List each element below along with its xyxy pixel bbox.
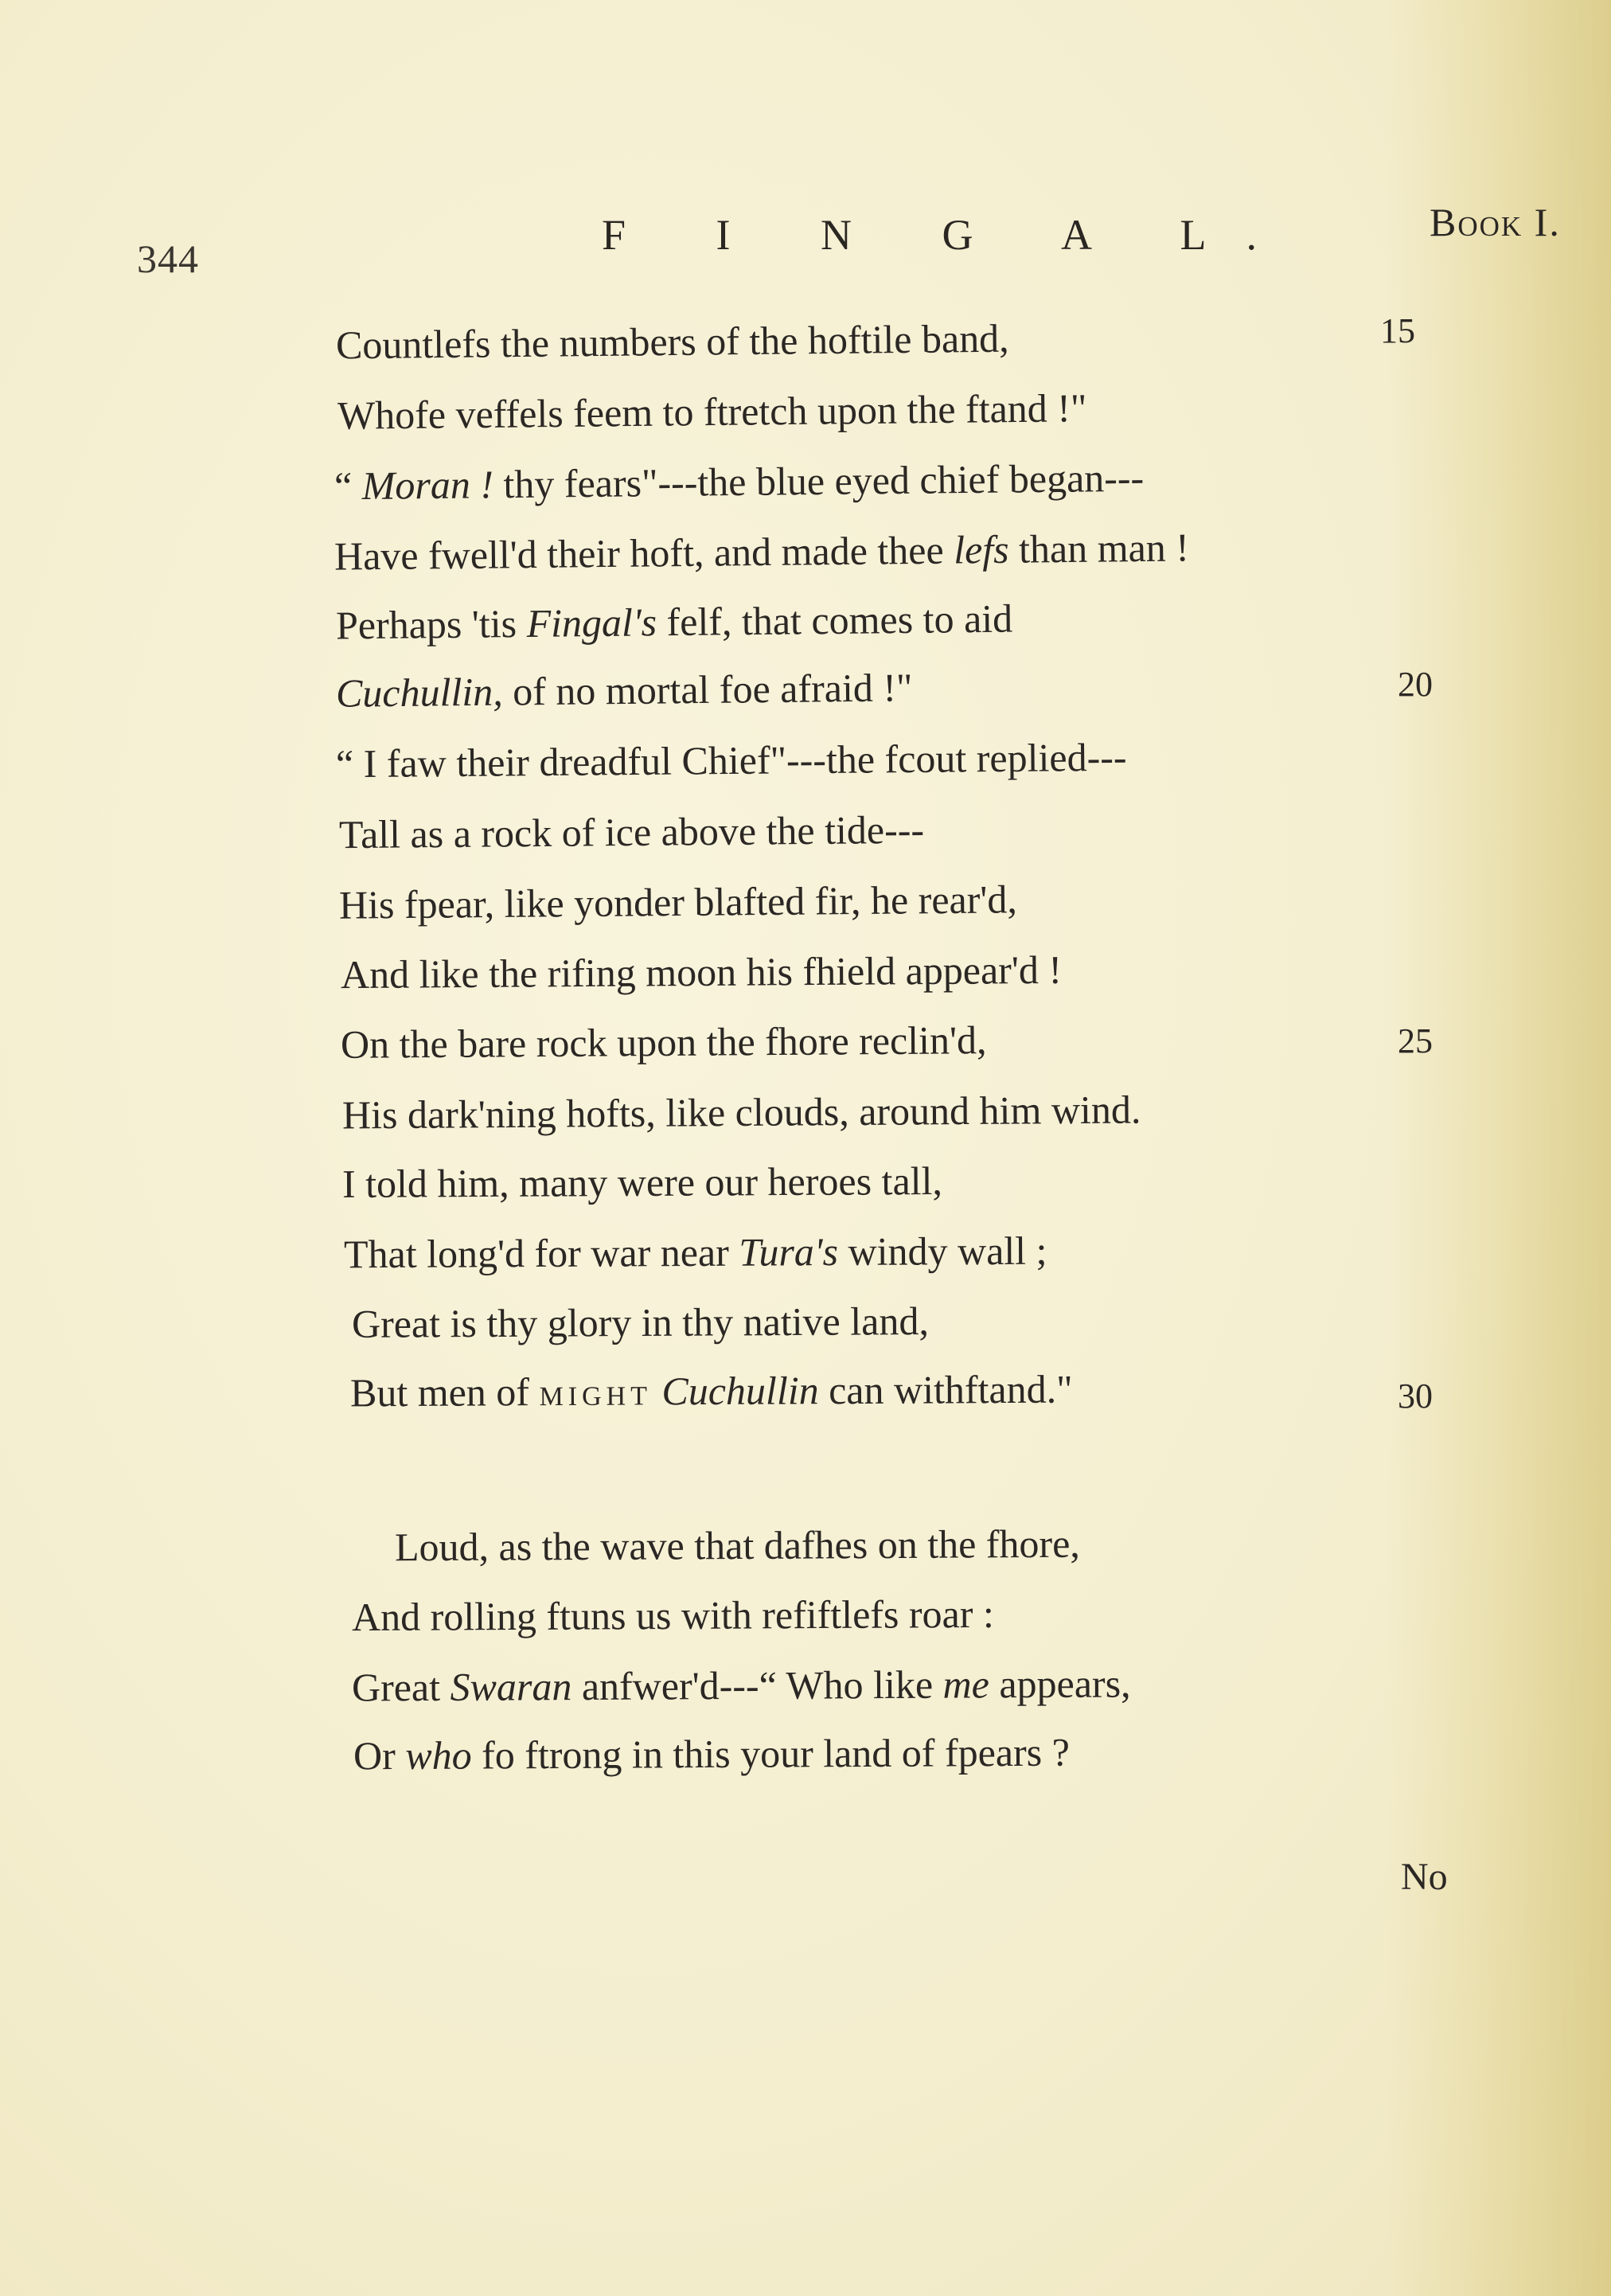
text-segment [652, 1369, 662, 1413]
text-segment: “ I faw their dreadful Chief"---the fcout replied--- [335, 734, 1127, 787]
italic-segment: Fingal's [526, 599, 657, 646]
line-number: 25 [1398, 1021, 1433, 1060]
text-segment: Or [353, 1733, 406, 1779]
text-segment: Loud, as the wave that dafhes on the fhore, [394, 1521, 1080, 1570]
italic-segment: me [942, 1661, 990, 1707]
verse-line [335, 315, 1009, 368]
line-number: 20 [1398, 665, 1433, 704]
text-segment: felf, that comes to aid [656, 595, 1013, 645]
text-segment: anfwer'd---“ Who like [571, 1661, 943, 1709]
italic-segment: Cuchullin, [335, 669, 504, 716]
line-number: 15 [1380, 311, 1415, 350]
italic-segment: lefs [953, 526, 1009, 572]
text-segment: I told him, many were our heroes tall, [341, 1158, 943, 1206]
text-segment: windy wall ; [837, 1228, 1047, 1275]
text-segment: Great is thy glory in thy native land, [351, 1298, 930, 1346]
verse-line [351, 1298, 930, 1346]
verse-line [341, 1087, 1141, 1138]
verse-line [335, 665, 913, 716]
text-segment: Countlefs the numbers of the hoftile band, [335, 315, 1009, 368]
verse-line [340, 947, 1063, 998]
verse-line [349, 1366, 1073, 1415]
text-segment: “ [334, 463, 363, 509]
text-segment: Have fwell'd their hoft, and made thee [334, 527, 954, 579]
text-segment: And rolling ftuns us with refiftlefs roar : [351, 1591, 994, 1640]
italic-segment: Moran ! [361, 462, 494, 508]
running-title: F I N G A L. [602, 211, 1297, 259]
text-segment: thy fears"---the blue eyed chief began--- [493, 455, 1145, 507]
page-number: 344 [137, 236, 199, 281]
text-segment: But men of [349, 1369, 540, 1415]
text-segment: fo ftrong in this your land of fpears ? [471, 1729, 1070, 1778]
text-segment: than man ! [1008, 525, 1190, 572]
italic-segment: Tura's [739, 1229, 839, 1275]
text-segment: of no mortal foe afraid !" [502, 665, 913, 714]
italic-segment: who [405, 1732, 472, 1779]
verse-line [351, 1661, 1131, 1710]
verse-line [335, 595, 1013, 648]
text-segment: can withftand." [818, 1366, 1073, 1413]
text-segment: His fpear, like yonder blafted fir, he rear'd, [338, 877, 1018, 927]
italic-segment: Swaran [450, 1664, 572, 1709]
text-segment: Great [351, 1664, 451, 1710]
italic-segment: Cuchullin [661, 1368, 819, 1414]
verse-line [340, 1017, 987, 1067]
verse-line [338, 806, 925, 857]
text-segment: That long'd for war near [343, 1229, 739, 1277]
catchword: No [1401, 1856, 1448, 1898]
verse-line [353, 1729, 1070, 1779]
text-segment: appears, [989, 1661, 1131, 1707]
verse-line [335, 734, 1127, 787]
line-number: 30 [1398, 1376, 1433, 1415]
text-segment: And like the rifing moon his fhield appear'd ! [340, 947, 1063, 998]
verse-line [334, 525, 1190, 579]
verse-line [394, 1521, 1080, 1570]
text-segment: His dark'ning hofts, like clouds, around him wind. [341, 1087, 1141, 1138]
small-caps-segment: MIGHT [539, 1381, 653, 1412]
verse-line [343, 1228, 1047, 1277]
text-segment: On the bare rock upon the fhore reclin'd, [340, 1017, 987, 1067]
text-segment: Whofe veffels feem to ftretch upon the ftand !" [337, 385, 1087, 438]
verse-line [338, 877, 1018, 927]
verse-line [334, 455, 1145, 509]
text-segment: Tall as a rock of ice above the tide--- [338, 806, 925, 857]
text-segment: Perhaps 'tis [335, 600, 527, 648]
verse-line [351, 1591, 994, 1640]
verse-line [341, 1158, 943, 1206]
verse-line [337, 385, 1087, 438]
book-label: Book I. [1430, 200, 1561, 244]
